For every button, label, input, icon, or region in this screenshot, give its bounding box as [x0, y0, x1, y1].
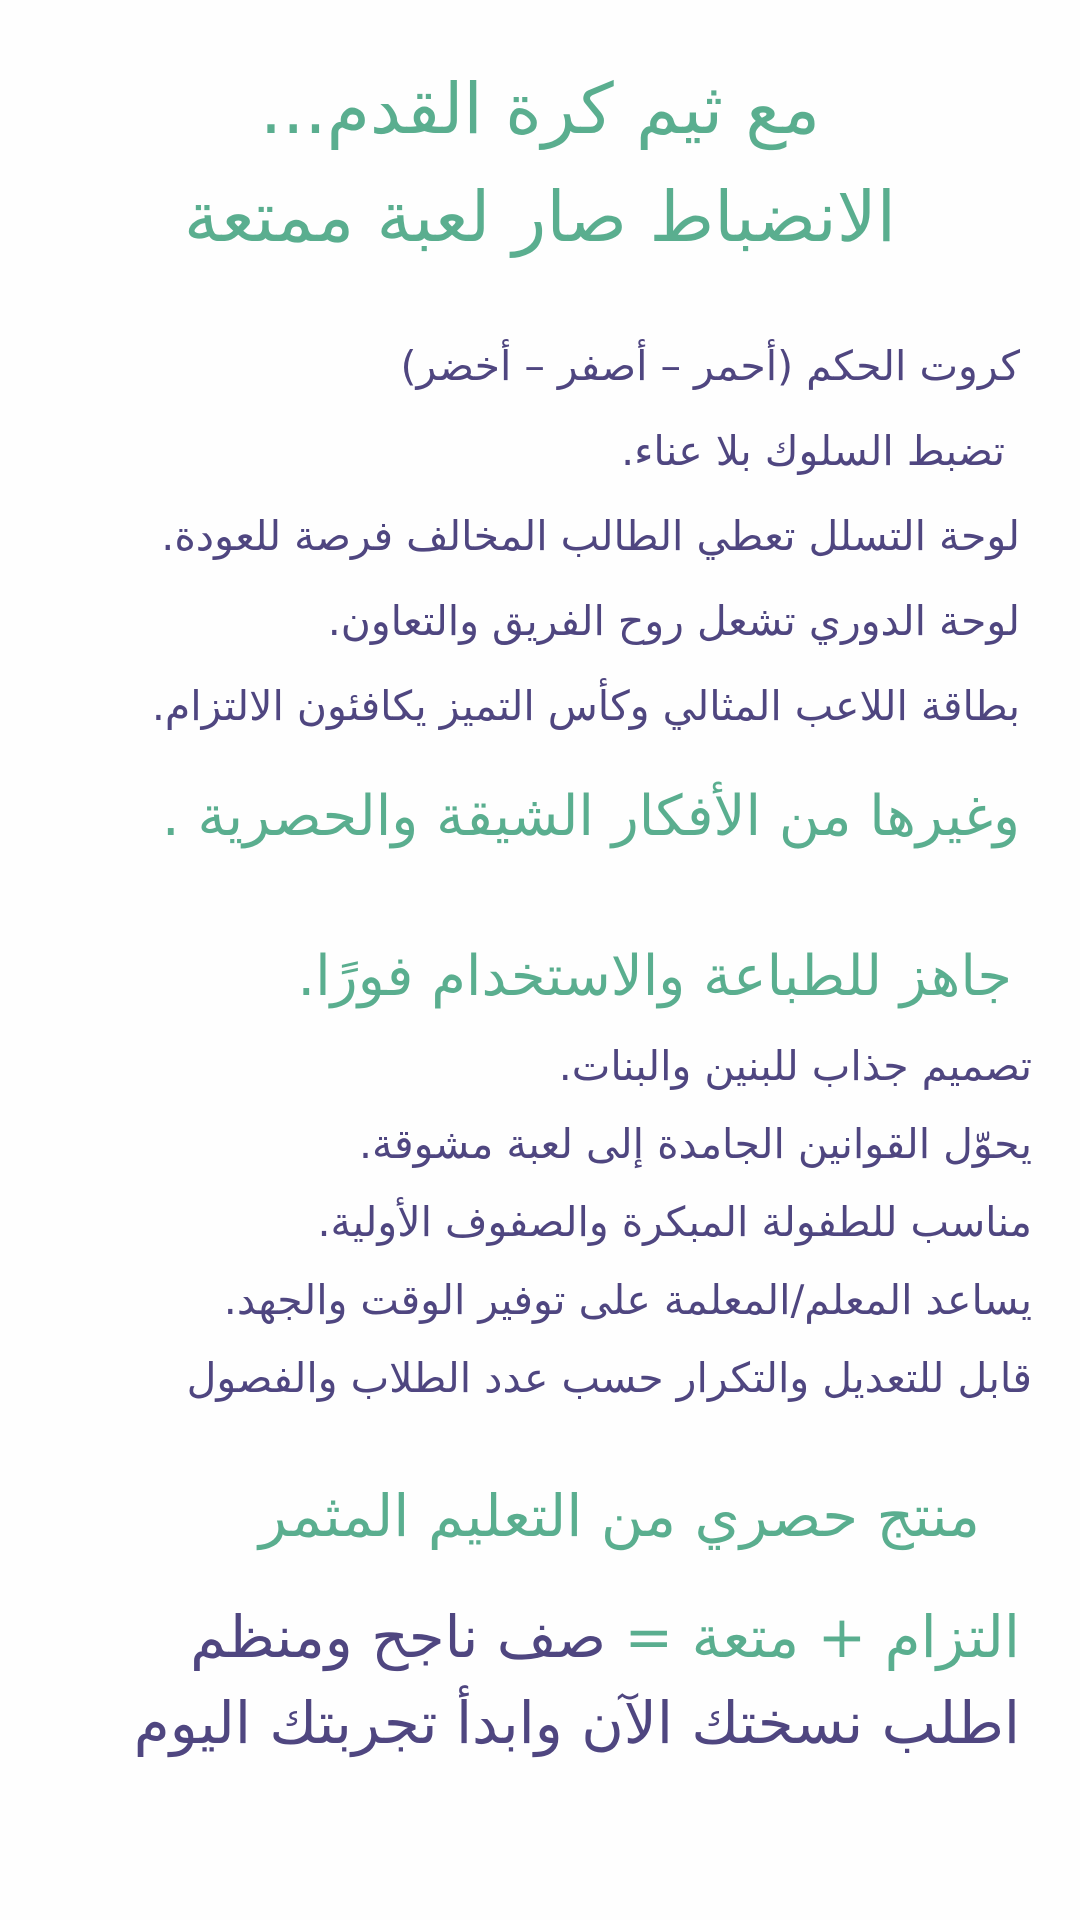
feature-offside-board: لوحة التسلل تعطي الطالب المخالف فرصة للعودة.: [161, 512, 1020, 560]
benefit-early-childhood: مناسب للطفولة المبكرة والصفوف الأولية.: [317, 1198, 1032, 1246]
feature-ideal-player: بطاقة اللاعب المثالي وكأس التميز يكافئون الالتزام.: [151, 682, 1020, 730]
headline-line-2: الانضباط صار لعبة ممتعة: [183, 176, 897, 258]
exclusive-product: منتج حصري من التعليم المثمر: [259, 1482, 980, 1550]
cta-formula-part2: صف ناجح ومنظم: [190, 1603, 625, 1671]
cta-formula-part1: التزام + متعة =: [624, 1603, 1020, 1671]
ready-title: جاهز للطباعة والاستخدام فورًا.: [297, 944, 1012, 1009]
feature-behavior: تضبط السلوك بلا عناء.: [621, 427, 1005, 475]
benefit-editable: قابل للتعديل والتكرار حسب عدد الطلاب والفصول: [186, 1354, 1032, 1402]
feature-referee-cards: كروت الحكم (أحمر – أصفر – أخضر): [400, 342, 1020, 390]
cta-formula: [190, 1596, 1020, 1678]
benefit-save-time: يساعد المعلم/المعلمة على توفير الوقت والجهد.: [223, 1276, 1032, 1324]
benefit-rules-game: يحوّل القوانين الجامدة إلى لعبة مشوقة.: [358, 1120, 1032, 1168]
benefit-design: تصميم جذاب للبنين والبنات.: [558, 1042, 1032, 1090]
feature-league-board: لوحة الدوري تشعل روح الفريق والتعاون.: [327, 597, 1020, 645]
more-ideas-text: وغيرها من الأفكار الشيقة والحصرية .: [161, 784, 1020, 849]
headline-line-1: مع ثيم كرة القدم...: [259, 68, 821, 150]
cta-order-line: اطلب نسختك الآن وابدأ تجربتك اليوم: [133, 1689, 1020, 1757]
